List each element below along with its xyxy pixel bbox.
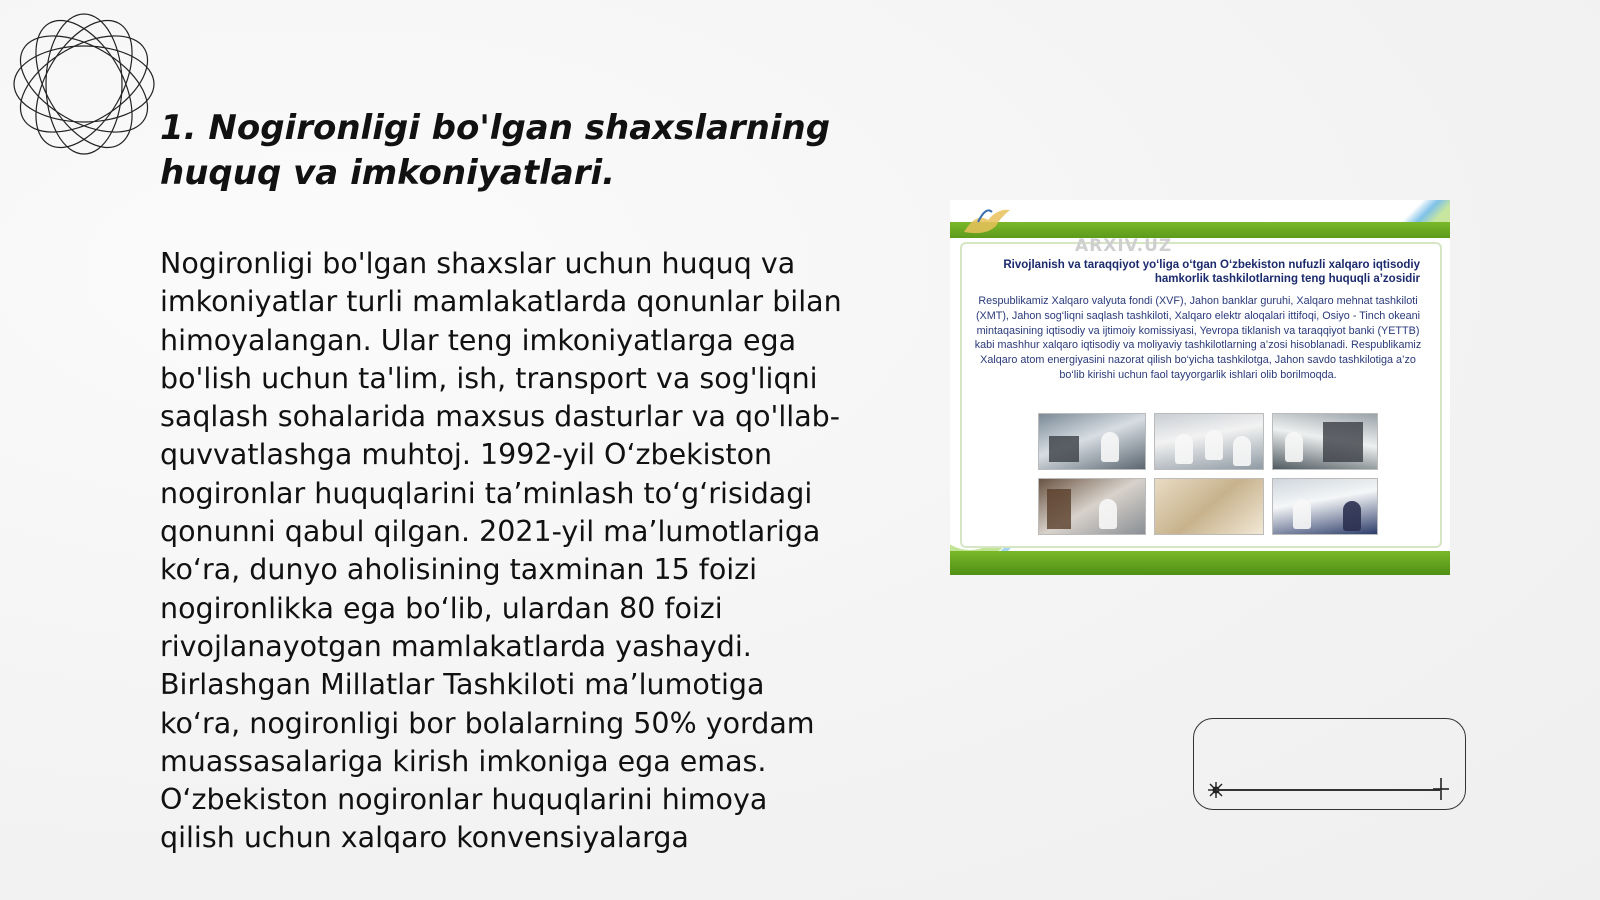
bottom-green-band (950, 551, 1450, 575)
slide-body-text: Nogironligi bo'lgan shaxslar uchun huquq va imkoniyatlar turli mamlakatlarda qonunlar bilan himoyalangan. Ular teng imkoniyatlarga ega bo'lish uchun ta'lim, ish, transport va sog'liqni saqlash sohalarida maxsus dasturlar va qo'llab-quvvatlashga muhtoj. 1992-yil O‘zbekiston nogironlar huquqlarini ta’minlash to‘g‘risidagi qonunni qabul qilgan. 2021-yil ma’lumotlariga ko‘ra, dunyo aholisining taxminan 15 foizi nogironlikka ega bo‘lib, ulardan 80 foizi rivojlanayotgan mamlakatlarda yashaydi. Birlashgan Millatlar Tashkiloti ma’lumotiga ko‘ra, nogironligi bor bolalarning 50% yordam muassasalariga kirish imkoniga ega emas. O‘zbekiston nogironlar huquqlarini himoya qilish uchun xalqaro konvensiyalarga (160, 247, 842, 855)
corner-decoration (1390, 200, 1450, 222)
slider-widget[interactable] (1193, 718, 1466, 810)
lab-photo (1154, 413, 1264, 470)
bird-icon (958, 202, 1014, 242)
embedded-slide-image (950, 200, 1450, 575)
office-photo (1038, 478, 1146, 535)
embedded-heading: Rivojlanish va taraqqiyot yo‘liga o‘tgan O‘zbekiston nufuzli xalqaro iqtisodiy hamkorlik tashkilotlarning teng huquqli a’zosidir (1003, 259, 1420, 285)
workers-photo (1272, 413, 1378, 470)
document-photo (1154, 478, 1264, 535)
slider-track[interactable] (1216, 789, 1440, 791)
top-green-band (950, 222, 1450, 238)
plus-cross-icon[interactable] (1430, 777, 1452, 801)
workshop-photo (1272, 478, 1378, 535)
orbit-rings-icon (10, 10, 158, 158)
embedded-paragraph: Respublikamiz Xalqaro valyuta fondi (XVF), Jahon banklar guruhi, Xalqaro mehnat tashkiloti (XMT), Jahon sog‘liqni saqlash tashkiloti, Xalqaro elektr aloqalari ittifoqi, Osiyo - Tinch okeani mintaqasining iqtisodiy va ijtimoiy komissiyasi, Yevropa tiklanish va taraqqiyot banki (YETTB) kabi mashhur xalqaro iqtisodiy va moliyaviy tashkilotlarning a’zosi hisoblanadi. Respublikamiz Xalqaro atom energiyasini nazorat qilish bo‘yicha tashkilotga, Jahon savdo tashkilotiga a’zo bo‘lib kirishi uchun faol tayyorgarlik ishlari olib borilmoqda. (974, 295, 1422, 381)
watermark: ARXIV.UZ (1075, 236, 1173, 256)
photo-grid (1038, 413, 1378, 535)
factory-photo (1038, 413, 1146, 470)
slide-title: 1. Nogironligi bo'lgan shaxslarning huquq va imkoniyatlari. (160, 108, 831, 193)
